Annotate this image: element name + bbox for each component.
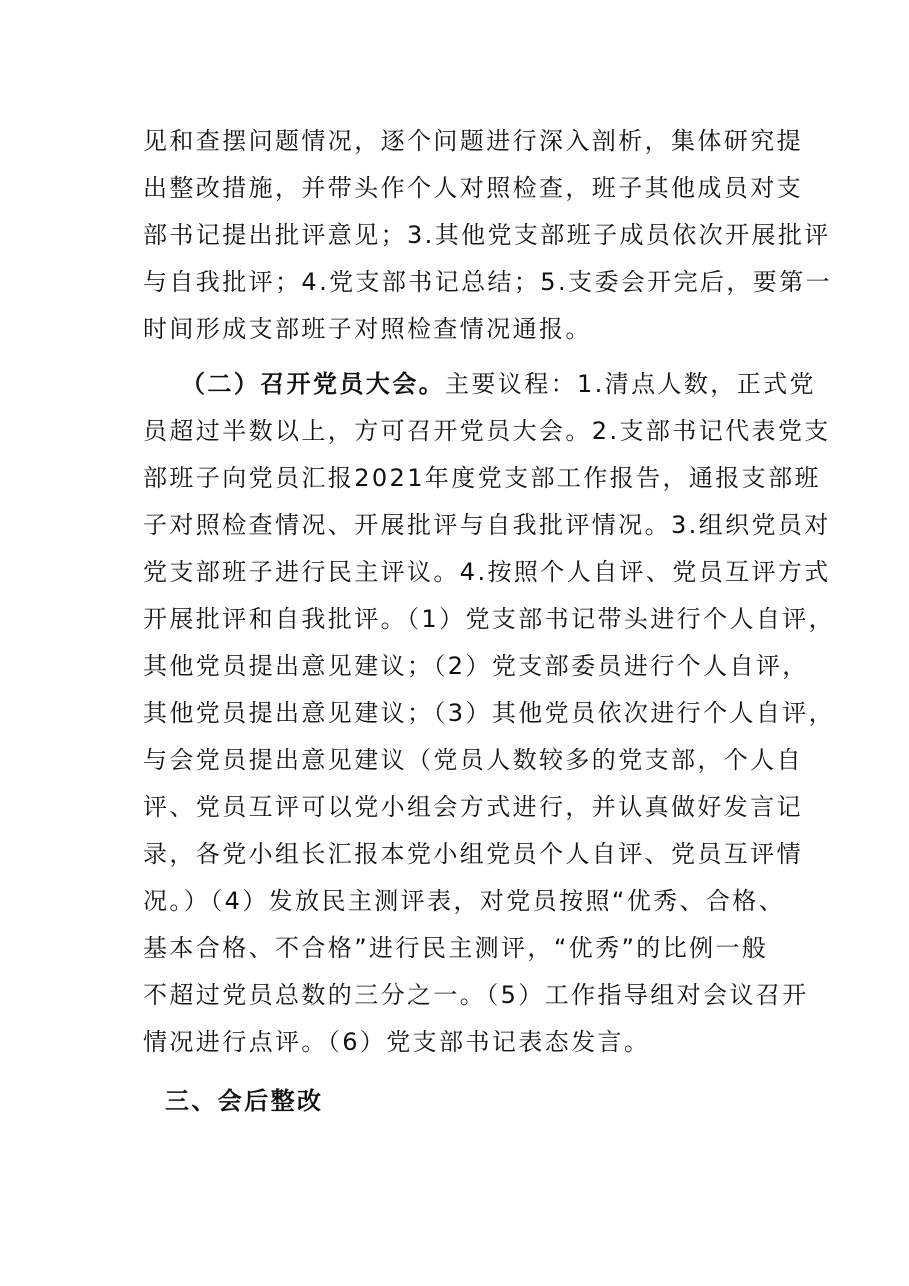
paragraph-2-line: 与会党员提出意见建议（党员人数较多的党支部，个人自: [143, 746, 803, 774]
paragraph-2-line: 党支部班子进行民主评议。4.按照个人自评、党员互评方式: [143, 558, 831, 586]
paragraph-2-line: 况。）（4）发放民主测评表，对党员按照“优秀、合格、: [143, 887, 786, 915]
paragraph-1-line: 见和查摆问题情况，逐个问题进行深入剖析，集体研究提: [143, 127, 803, 155]
paragraph-2-line: 子对照检查情况、开展批评与自我批评情况。3.组织党员对: [143, 511, 831, 539]
paragraph-1-line: 出整改措施，并带头作个人对照检查，班子其他成员对支: [143, 174, 803, 202]
paragraph-2-line: 其他党员提出意见建议；（3）其他党员依次进行个人自评，: [143, 699, 836, 727]
paragraph-1-line: 部书记提出批评意见；3.其他党支部班子成员依次开展批评: [143, 221, 831, 249]
paragraph-2-line: 情况进行点评。（6）党支部书记表态发言。: [143, 1028, 651, 1056]
paragraph-2-line: 录，各党小组长汇报本党小组党员个人自评、党员互评情: [143, 840, 803, 868]
subsection-heading: （二）召开党员大会。: [181, 370, 445, 398]
paragraph-1-line: 与自我批评；4.党支部书记总结；5.支委会开完后，要第一: [143, 268, 832, 296]
paragraph-2-line: 评、党员互评可以党小组会方式进行，并认真做好发言记: [143, 793, 803, 821]
paragraph-2-line: 其他党员提出意见建议；（2）党支部委员进行个人自评，: [143, 652, 809, 680]
section-3-heading: 三、会后整改: [165, 1087, 324, 1115]
paragraph-1: [143, 118, 832, 353]
paragraph-2-line: 不超过党员总数的三分之一。（5）工作指导组对会议召开: [143, 981, 809, 1009]
paragraph-1-line: 时间形成支部班子对照检查情况通报。: [143, 315, 592, 343]
paragraph-2-line: 员超过半数以上，方可召开党员大会。2.支部书记代表党支: [143, 417, 831, 445]
paragraph-2-line: 部班子向党员汇报2021年度党支部工作报告，通报支部班: [143, 464, 821, 492]
paragraph-2-line: 基本合格、不合格”进行民主测评，“优秀”的比例一般: [143, 934, 769, 962]
paragraph-2-first-line-text: 主要议程：1.清点人数，正式党: [445, 370, 816, 398]
paragraph-2: [143, 361, 836, 1066]
paragraph-2-first-line: [143, 361, 816, 408]
paragraph-2-line: 开展批评和自我批评。（1）党支部书记带头进行个人自评，: [143, 605, 836, 633]
